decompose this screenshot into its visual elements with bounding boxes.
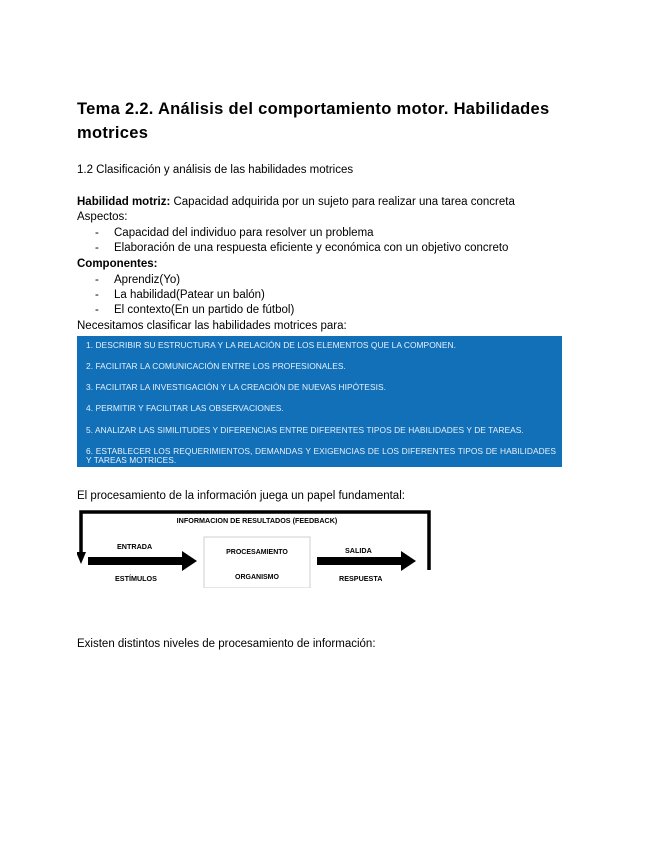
aspectos-item-text: Capacidad del individuo para resolver un problema (114, 227, 374, 239)
bullet-dash: - (95, 242, 99, 254)
objective-item: 3. FACILITAR LA INVESTIGACIÓN Y LA CREACIÓN DE NUEVAS HIPÓTESIS. (86, 382, 386, 392)
bullet-dash: - (95, 227, 99, 239)
respuesta-label: RESPUESTA (339, 574, 383, 583)
objective-item: 2. FACILITAR LA COMUNICACIÓN ENTRE LOS PROFESIONALES. (86, 361, 346, 371)
salida-label: SALIDA (345, 546, 372, 555)
procesamiento-label: PROCESAMIENTO (226, 549, 288, 556)
componentes-item-text: La habilidad(Patear un balón) (114, 289, 265, 301)
section-subtitle: 1.2 Clasificación y análisis de las habilidades motrices (77, 164, 354, 176)
aspectos-item-text: Elaboración de una respuesta eficiente y económica con un objetivo concreto (114, 242, 509, 254)
organismo-label: ORGANISMO (235, 574, 279, 581)
bullet-dash: - (95, 274, 99, 286)
componentes-label: Componentes: (77, 258, 158, 270)
bullet-dash: - (95, 289, 99, 301)
objective-item: 6. ESTABLECER LOS REQUERIMIENTOS, DEMANDAS Y EXIGENCIAS DE LOS DIFERENTES TIPOS DE HABILIDADES Y TAREAS MOTRICES. (86, 446, 556, 465)
componentes-item-text: El contexto(En un partido de fútbol) (114, 304, 295, 316)
input-arrow (88, 551, 197, 571)
objective-item: 1. DESCRIBIR SU ESTRUCTURA Y LA RELACIÓN DE LOS ELEMENTOS QUE LA COMPONEN. (86, 340, 456, 350)
componentes-item-text: Aprendiz(Yo) (114, 274, 181, 286)
aspectos-label: Aspectos: (77, 211, 128, 223)
objective-item: 5. ANALIZAR LAS SIMILITUDES Y DIFERENCIAS ENTRE DIFERENTES TIPOS DE HABILIDADES Y DE TAREAS. (86, 425, 524, 435)
objectives-box (77, 336, 562, 467)
habilidad-motriz-definition (77, 195, 515, 210)
feedback-label: INFORMACION DE RESULTADOS (FEEDBACK) (176, 516, 338, 525)
estimulos-label: ESTÍMULOS (115, 574, 157, 583)
procesamiento-intro: El procesamiento de la información juega un papel fundamental: (77, 490, 405, 502)
information-processing-diagram (77, 508, 434, 588)
habilidad-motriz-label: Habilidad motriz: (77, 196, 171, 208)
necesitamos-text: Necesitamos clasificar las habilidades motrices para: (77, 320, 347, 332)
objective-item: 4. PERMITIR Y FACILITAR LAS OBSERVACIONES. (86, 403, 284, 413)
bullet-dash: - (95, 304, 99, 316)
habilidad-motriz-text: Capacidad adquirida por un sujeto para realizar una tarea concreta (170, 196, 515, 208)
entrada-label: ENTRADA (117, 542, 153, 551)
niveles-text: Existen distintos niveles de procesamiento de información: (77, 638, 376, 650)
page-title: Tema 2.2. Análisis del comportamiento motor. Habilidades motrices (77, 100, 550, 142)
